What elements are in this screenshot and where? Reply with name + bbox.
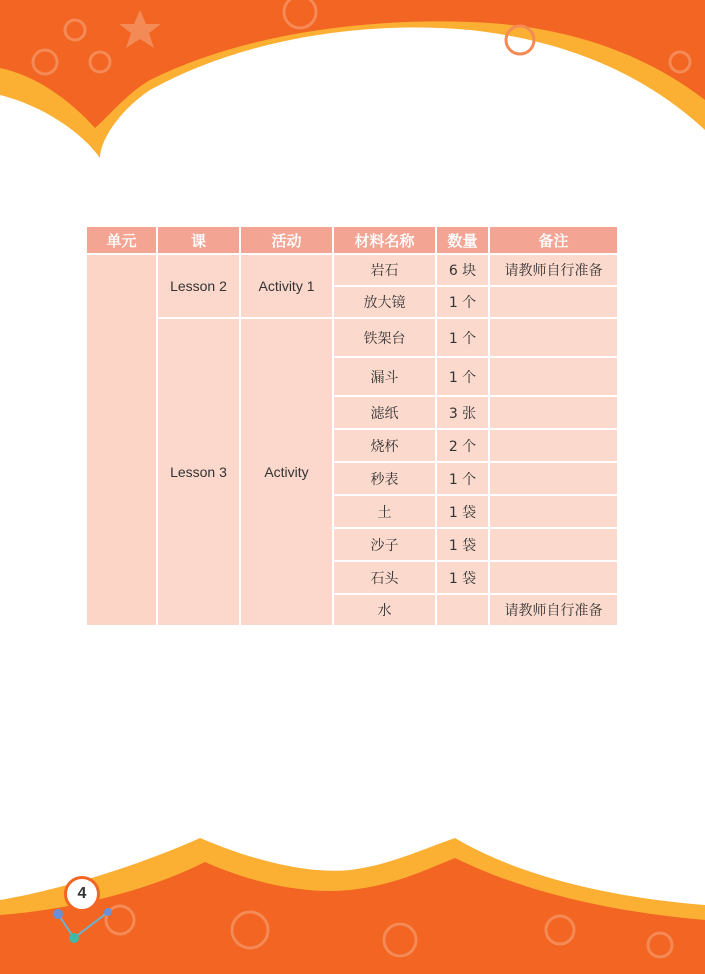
quantity-cell: 1 袋 [436, 528, 489, 561]
header-quantity: 数量 [436, 226, 489, 254]
header-activity: 活动 [240, 226, 333, 254]
material-cell: 漏斗 [333, 357, 436, 396]
table-row [86, 318, 618, 357]
quantity-cell: 3 张 [436, 396, 489, 429]
note-cell [489, 561, 618, 594]
activity-cell: Activity [240, 318, 333, 626]
table-row [86, 254, 618, 286]
unit-cell [86, 254, 157, 626]
material-cell: 烧杯 [333, 429, 436, 462]
note-cell [489, 286, 618, 318]
header-note: 备注 [489, 226, 618, 254]
quantity-cell: 1 个 [436, 286, 489, 318]
quantity-cell: 6 块 [436, 254, 489, 286]
material-cell: 沙子 [333, 528, 436, 561]
materials-table [85, 225, 619, 627]
note-cell [489, 318, 618, 357]
quantity-cell: 2 个 [436, 429, 489, 462]
table-header-row [86, 226, 618, 254]
note-cell [489, 462, 618, 495]
material-cell: 秒表 [333, 462, 436, 495]
note-cell [489, 357, 618, 396]
header-material: 材料名称 [333, 226, 436, 254]
quantity-cell [436, 594, 489, 626]
material-cell: 放大镜 [333, 286, 436, 318]
material-cell: 铁架台 [333, 318, 436, 357]
material-cell: 石头 [333, 561, 436, 594]
header-unit: 单元 [86, 226, 157, 254]
top-wave-decoration [0, 0, 705, 170]
note-cell [489, 495, 618, 528]
quantity-cell: 1 袋 [436, 495, 489, 528]
bottom-wave-decoration [0, 820, 705, 974]
lesson-cell: Lesson 3 [157, 318, 240, 626]
header-lesson: 课 [157, 226, 240, 254]
note-cell [489, 528, 618, 561]
note-cell: 请教师自行准备 [489, 594, 618, 626]
note-cell [489, 429, 618, 462]
quantity-cell: 1 个 [436, 318, 489, 357]
material-cell: 土 [333, 495, 436, 528]
page-number-badge: 4 [64, 876, 100, 912]
material-cell: 滤纸 [333, 396, 436, 429]
material-cell: 水 [333, 594, 436, 626]
note-cell [489, 396, 618, 429]
lesson-cell: Lesson 2 [157, 254, 240, 318]
material-cell: 岩石 [333, 254, 436, 286]
quantity-cell: 1 袋 [436, 561, 489, 594]
quantity-cell: 1 个 [436, 357, 489, 396]
note-cell: 请教师自行准备 [489, 254, 618, 286]
quantity-cell: 1 个 [436, 462, 489, 495]
activity-cell: Activity 1 [240, 254, 333, 318]
